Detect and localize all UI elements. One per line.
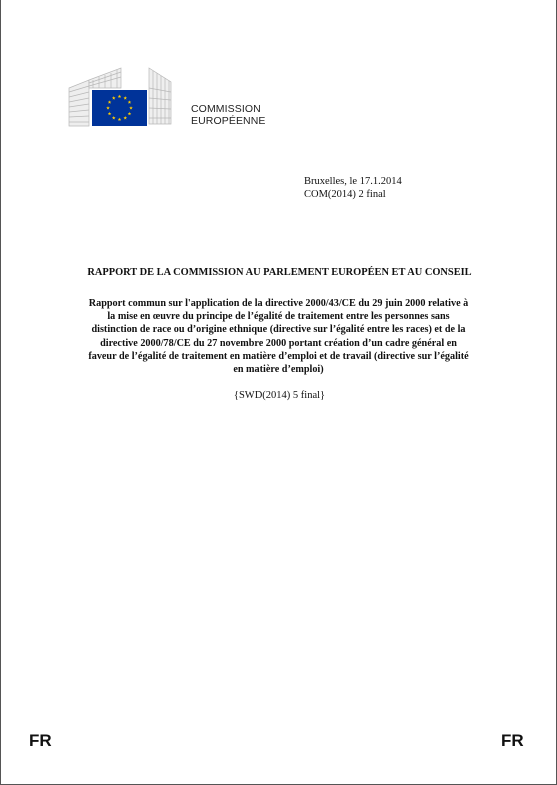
date-and-reference-block — [304, 176, 402, 201]
report-title: RAPPORT DE LA COMMISSION AU PARLEMENT EUROPÉEN ET AU CONSEIL — [87, 267, 472, 278]
staff-working-document-reference: {SWD(2014) 5 final} — [233, 390, 326, 401]
language-code-left: FR — [29, 731, 52, 750]
subtitle-line: directive 2000/78/CE du 27 novembre 2000 portant création d’un cadre général en — [100, 337, 457, 349]
european-commission-logo — [67, 64, 187, 130]
subtitle-line: la mise en œuvre du principe de l’égalité de traitement entre les personnes sans — [107, 311, 450, 323]
place-date: Bruxelles, le 17.1.2014 — [304, 176, 402, 187]
subtitle-line: Rapport commun sur l'application de la directive 2000/43/CE du 29 juin 2000 relative à — [88, 298, 469, 309]
subtitle-line: faveur de l’égalité de traitement en matière d’emploi et de travail (directive sur l’égalité — [88, 350, 469, 362]
language-code-right: FR — [501, 731, 524, 750]
eu-flag-icon — [92, 90, 147, 126]
document-number: COM(2014) 2 final — [304, 188, 386, 200]
subtitle-line: distinction de race ou d’origine ethnique (directive sur l’égalité entre les races) et de la — [91, 324, 466, 336]
organisation-name-line1: COMMISSION — [191, 103, 261, 115]
report-subtitle — [65, 297, 492, 376]
organisation-name — [191, 103, 266, 127]
organisation-name-line2: EUROPÉENNE — [191, 115, 266, 127]
subtitle-line: en matière d’emploi) — [233, 364, 324, 376]
